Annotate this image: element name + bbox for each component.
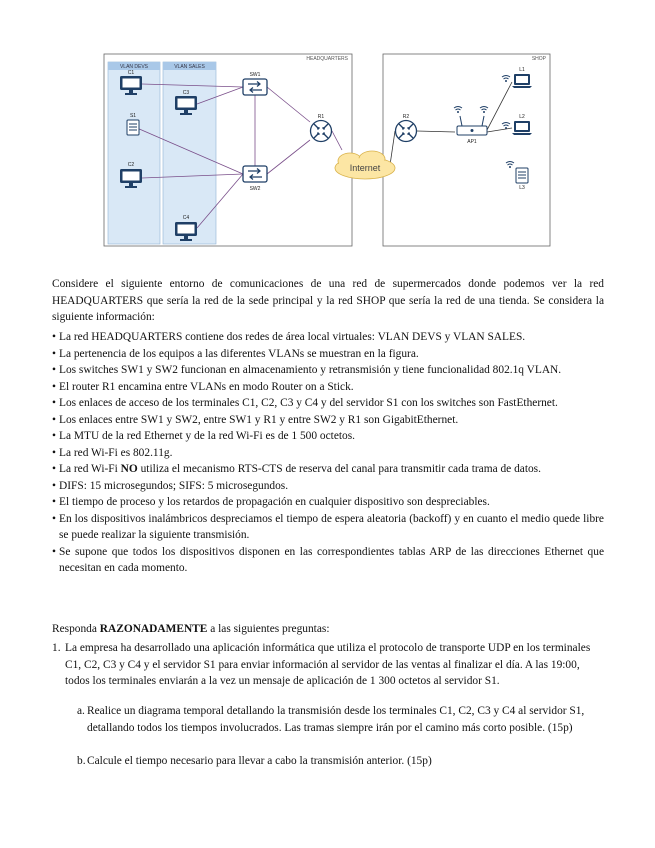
l3-label: L3	[519, 185, 525, 191]
question-1a	[77, 703, 604, 736]
question-1a-text: Realice un diagrama temporal detallando la transmisión desde los terminales C1, C2, C3 y C4 al servidor S1, detallando todos los tiempos involucrados. Las tramas siempre irán por el camino más corto posible. (15p)	[87, 705, 585, 734]
question-1b-letter: b.	[77, 755, 86, 767]
b9-text-pre: La red Wi-Fi	[59, 463, 121, 475]
b9-text-bold: NO	[120, 463, 138, 475]
respond-pre: Responda	[52, 623, 100, 635]
respond-bold: RAZONADAMENTE	[99, 623, 208, 635]
sw1-label: SW1	[249, 72, 261, 78]
list-item: • La red Wi-Fi es 802.11g.	[52, 445, 604, 462]
internet-label: Internet	[349, 163, 381, 173]
r2-label: R2	[402, 114, 410, 120]
vlan-sales-zone	[163, 62, 216, 244]
list-item: • La MTU de la red Ethernet y de la red Wi-Fi es de 1 500 octetos.	[52, 428, 604, 445]
list-item: • Se supone que todos los dispositivos disponen en las correspondientes tablas ARP de las direcciones Ethernet que necesitan en cada momento.	[52, 544, 604, 577]
list-item: • En los dispositivos inalámbricos despreciamos el tiempo de espera aleatoria (backoff) y en cuanto el medio quede libre se puede realizar la siguiente transmisión.	[52, 511, 604, 544]
list-item: • El tiempo de proceso y los retardos de propagación en cualquier dispositivo son despreciables.	[52, 494, 604, 511]
c3-label: C3	[182, 90, 190, 96]
question-1-number: 1.	[52, 642, 61, 654]
intro-paragraph: Considere el siguiente entorno de comunicaciones de una red de supermercados donde podemos ver la red HEADQUARTERS que sería la red de la sede principal y la red SHOP que sería la red de una tienda. Se considera la siguiente información:	[52, 278, 604, 323]
c4-label: C4	[182, 215, 190, 221]
list-item: • Los switches SW1 y SW2 funcionan en almacenamiento y retransmisión y tiene funcionalidad 802.1q VLAN.	[52, 362, 604, 379]
list-item: • La pertenencia de los equipos a las diferentes VLANs se muestran en la figura.	[52, 346, 604, 363]
info-list	[52, 329, 604, 577]
ap1-label: AP1	[467, 139, 477, 145]
list-item: • DIFS: 15 microsegundos; SIFS: 5 microsegundos.	[52, 478, 604, 495]
list-item: • Los enlaces de acceso de los terminales C1, C2, C3 y C4 y del servidor S1 con los switches son FastEthernet.	[52, 395, 604, 412]
list-item	[52, 461, 604, 478]
question-1	[52, 640, 604, 690]
b9-text-post: utiliza el mecanismo RTS-CTS de reserva del canal para transmitir cada trama de datos.	[137, 463, 541, 475]
sw2-label: SW2	[249, 186, 261, 192]
list-item: • Los enlaces entre SW1 y SW2, entre SW1 y R1 y entre SW2 y R1 son GigabitEthernet.	[52, 412, 604, 429]
question-1b-text: Calcule el tiempo necesario para llevar a cabo la transmisión anterior. (15p)	[87, 755, 432, 767]
question-1-text: La empresa ha desarrollado una aplicación informática que utiliza el protocolo de transporte UDP en los terminales C1, C2, C3 y C4 y el servidor S1 para enviar información al servidor de las ventas al finalizar el día. A las 19:00, todos los terminales enviarán a la vez un mensaje de aplicación de 1 300 octetos al servidor S1.	[65, 642, 591, 687]
list-item: • El router R1 encamina entre VLANs en modo Router on a Stick.	[52, 379, 604, 396]
shop-label: SHOP	[531, 56, 546, 62]
question-1a-letter: a.	[77, 705, 85, 717]
network-diagram	[100, 50, 554, 250]
respond-post: a las siguientes preguntas:	[207, 623, 330, 635]
vlan-devs-label: VLAN DEVS	[119, 64, 149, 70]
question-1b	[77, 753, 604, 770]
r1-label: R1	[317, 114, 325, 120]
list-item: • La red HEADQUARTERS contiene dos redes de área local virtuales: VLAN DEVS y VLAN SALES.	[52, 329, 604, 346]
l2-label: L2	[519, 114, 525, 120]
respond-instruction	[52, 621, 604, 638]
c1-label: C1	[127, 70, 135, 76]
vlan-sales-label: VLAN SALES	[174, 64, 205, 70]
c2-label: C2	[127, 162, 135, 168]
s1-label: S1	[129, 113, 137, 119]
headquarters-label: HEADQUARTERS	[306, 56, 348, 62]
l1-label: L1	[519, 67, 525, 73]
